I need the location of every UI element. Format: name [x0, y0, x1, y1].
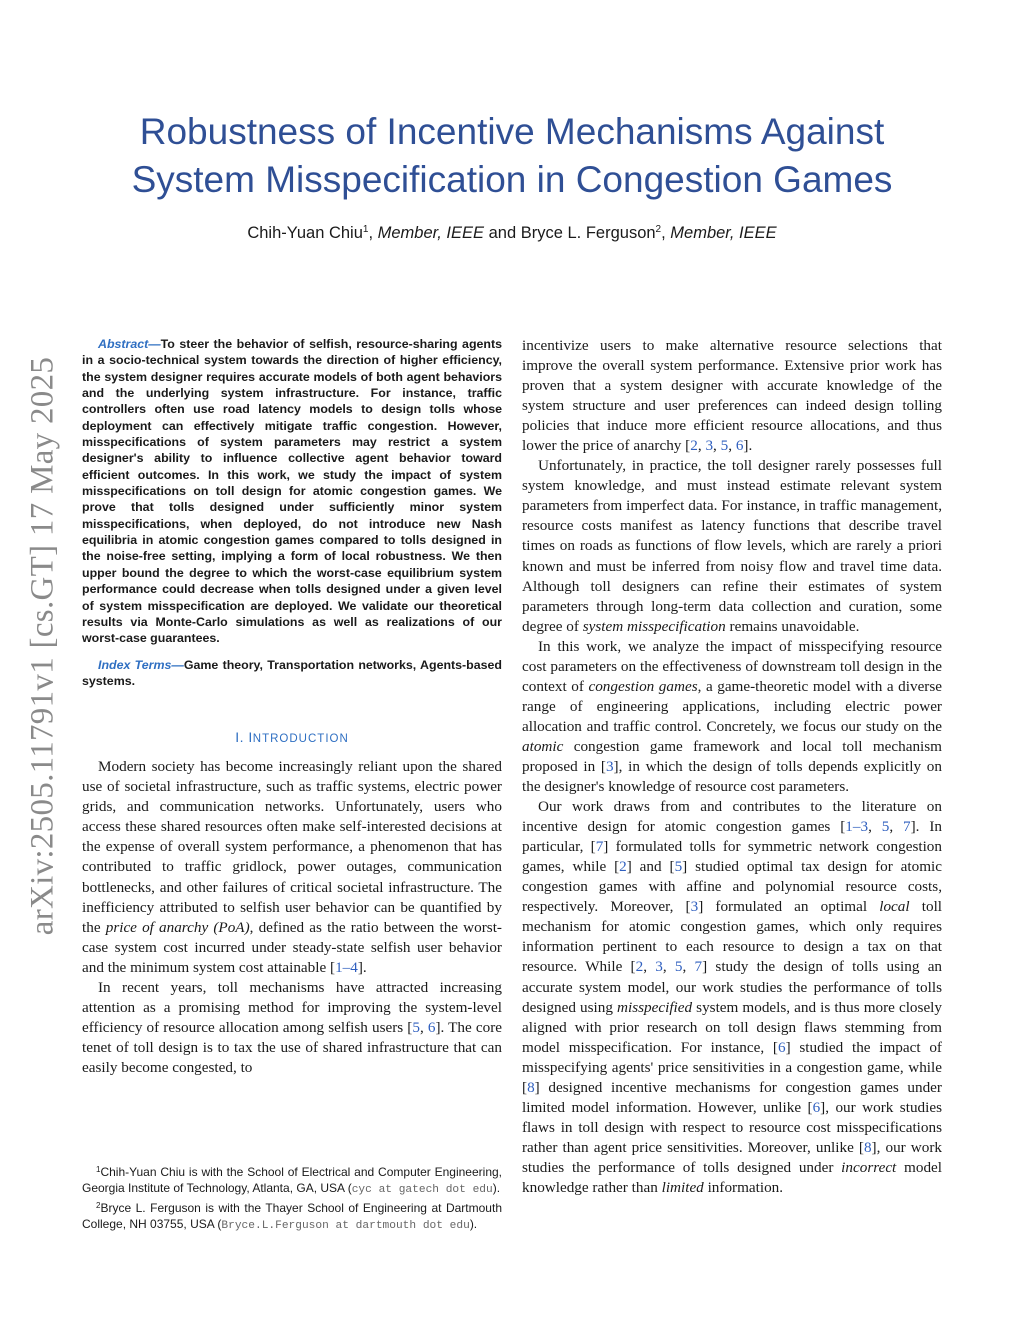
citation-link[interactable]: 3: [605, 757, 614, 775]
footnote-1-mark: 1: [96, 1165, 101, 1174]
text-run: model knowledge rather than: [522, 1158, 943, 1196]
citation-link[interactable]: 5: [720, 437, 729, 455]
text-run: incentivize users to make alternative resource selections that improve the overall system performance. Extensive prior work has proven that a system designer with accurate knowledge of the system structure and user preferences can indeed design tolling policies that induce more efficient resource allocations, and thus lower the price of anarchy [: [522, 337, 942, 455]
arxiv-identifier: arXiv:2505.11791v1 [cs.GT] 17 May 2025: [24, 356, 61, 936]
text-run: ] studied optimal tax design for atomic congestion games with affine and polynomial resource costs, respectively. Moreover, [: [522, 858, 942, 916]
citation-link[interactable]: 8: [863, 1138, 872, 1156]
section-heading-introduction: [82, 729, 502, 745]
footnote-text: ).: [469, 1216, 478, 1231]
text-run: ], our work studies flaws in toll design with respect to resource cost misspecifications rather than agent price sensitivities. Moreover, unlike [: [522, 1098, 942, 1156]
text-run: ] study the design of tolls using an accurate system model, our work studies the performance of tolls designed using: [522, 958, 943, 1016]
text-run: , defined as the ratio between the worst-case system cost incurred under steady-state selfish user behavior and the minimum system cost attainable [: [82, 918, 502, 976]
footnote-2-email: Bryce.L.Ferguson at dartmouth dot edu: [221, 1219, 470, 1232]
text-run: Modern society has become increasingly reliant upon the shared use of societal infrastructure, such as traffic systems, electric power grids, and communication networks. Unfortunately, users who access these shared resources often make self-interested decisions at the expense of overall system performance, a phenomenon that has contributed to traffic gridlock, power outages, communication bottlenecks, and other failures of critical societal infrastructure. The inefficiency attributed to selfish user behavior can be quantified by the: [82, 758, 502, 936]
citation-link[interactable]: 1–3: [845, 818, 869, 836]
text-run: Our work draws from and contributes to the literature on incentive design for atomic congestion games [: [522, 798, 942, 836]
text-run: ], in which the design of tolls depends explicitly on the designer's knowledge of resource cost parameters.: [522, 757, 942, 796]
abstract-text: To steer the behavior of selfish, resource-sharing agents in a socio-technical system towards the direction of higher efficiency, the system designer requires accurate models of both agent behaviors and the underlying system infrastructure. For instance, traffic controllers often use road latency models to design tolls whose deployment can effectively mitigate traffic congestion. However, misspecifications of system parameters may restrict a system designer's ability to influence collective agent behavior toward efficient outcomes. In this work, we study the impact of system misspecifications on toll design for atomic congestion games. We prove that tolls designed under sufficiently minor system misspecifications, when deployed, do not introduce new Nash equilibria in atomic congestion games compared to tolls designed in the noise-free setting, implying a form of local robustness. We then upper bound the degree to which the worst-case equilibrium system performance could decrease when tolls designed under a given level of system misspecification are deployed. We validate our theoretical results via Monte-Carlo simulations as well as realizations of our worst-case guarantees.: [82, 337, 502, 646]
citation-link[interactable]: 5: [674, 858, 683, 876]
footnote-text: Bryce L. Ferguson is with the Thayer School of Engineering at Dartmouth College, NH 03755, USA (: [82, 1201, 502, 1231]
text-run: information.: [707, 1178, 784, 1196]
title-line-1: Robustness of Incentive Mechanisms Against: [139, 111, 885, 152]
footnotes: [82, 1162, 502, 1234]
author-2-name: Bryce L. Ferguson: [520, 224, 656, 242]
italic-term: limited: [661, 1178, 704, 1196]
intro-paragraph-continued: incentivize users to make alternative resource selections that improve the overall system performance. Extensive prior work has proven that a system designer with accurate knowledge of the system structure and user preferences can indeed design tolling policies that induce more efficient resource allocations, and thus lower the price of anarchy [2, 3, 5, 6].: [522, 337, 942, 455]
citation-link[interactable]: 3: [655, 958, 663, 976]
text-run: ].: [357, 958, 367, 976]
citation-link[interactable]: 5: [674, 958, 683, 976]
text-run: congestion game framework and local toll mechanism proposed in [: [522, 737, 942, 775]
citation-link[interactable]: 7: [595, 838, 604, 856]
section-number: I.: [235, 729, 245, 746]
text-run: ].: [743, 437, 753, 455]
intro-paragraph-4: [522, 637, 942, 797]
citation-link[interactable]: 1–4: [335, 958, 358, 976]
text-run: ] formulated an optimal: [698, 898, 868, 916]
arxiv-sidebar: [14, 346, 72, 946]
text-run: system models, and is thus more closely aligned with prior research on toll design flaws stemming from model misspecification. For instance, [: [522, 998, 942, 1056]
author-1-name: Chih-Yuan Chiu: [247, 224, 363, 242]
footnote-1: [82, 1162, 502, 1198]
intro-paragraph-2: [82, 978, 502, 1078]
italic-term: congestion games: [588, 677, 698, 695]
citation-link[interactable]: 2: [690, 437, 698, 455]
intro-paragraph-5: Our work draws from and contributes to the literature on incentive design for atomic congestion games [1–3, 5, 7]. In particular, [7] formulated tolls for symmetric network congestion games, while [2] and [5] studied optimal tax design for atomic congestion games with affine and polynomial resource costs, respectively. Moreover, [3] formulated an optimal local toll mechanism for atomic congestion games, which only requires information pertinent to each resource to design a tax on that resource. While [2, 3, 5, 7] study the design of tolls using an accurate system model, our work studies the performance of tolls designed using misspecified system models, and is thus more closely aligned with prior research on toll design flaws stemming from model misspecification. For instance, [6] studied the impact of misspecifying agents' price sensitivities in a congestion game, while [8] designed incentive mechanisms for congestion games under limited model information. However, unlike [6], our work studies flaws in toll design with respect to resource cost misspecifications rather than agent price sensitivities. Moreover, unlike [8], our work studies the performance of tolls designed under incorrect model knowledge rather than limited information.: [522, 798, 943, 1196]
italic-term: system misspecification: [582, 617, 726, 635]
footnote-2-mark: 2: [96, 1201, 101, 1210]
text-run: ] formulated tolls for symmetric network congestion games, while [: [522, 838, 942, 876]
text-run: ]. In particular, [: [522, 818, 943, 856]
text-run: ]. The core tenet of toll design is to tax the use of shared infrastructure that can easily become congested, to: [82, 1018, 502, 1076]
intro-paragraph-3: [522, 456, 942, 636]
citation-link[interactable]: 6: [812, 1098, 821, 1116]
author-1-role: Member, IEEE: [377, 224, 485, 242]
footnote-2: [82, 1198, 502, 1234]
section-title-rest: NTRODUCTION: [252, 733, 349, 746]
footnote-1-email: cyc at gatech dot edu: [351, 1183, 493, 1196]
footnote-text: ).: [492, 1180, 501, 1195]
section-initial: I: [248, 729, 253, 746]
text-run: remains unavoidable.: [729, 617, 860, 635]
citation-link[interactable]: 6: [427, 1018, 436, 1036]
right-column: [522, 336, 942, 1198]
citation-link[interactable]: 7: [694, 958, 703, 976]
citation-link[interactable]: 3: [705, 437, 714, 455]
italic-term: misspecified: [617, 998, 693, 1016]
italic-term: local: [879, 898, 910, 916]
abstract: [82, 336, 502, 647]
text-run: In recent years, toll mechanisms have attracted increasing attention as a promising method for improving the system-level efficiency of resource allocation among selfish users [: [82, 978, 502, 1036]
citation-link[interactable]: 7: [903, 818, 911, 836]
text-run: ], our work studies the performance of tolls designed under: [522, 1138, 943, 1176]
paper-title: [0, 108, 1024, 204]
citation-link[interactable]: 2: [635, 958, 644, 976]
text-run: ] and [: [626, 858, 675, 876]
title-line-2: System Misspecification in Congestion Games: [131, 159, 893, 200]
author-connector: and: [488, 224, 517, 242]
citation-link[interactable]: 6: [777, 1038, 786, 1056]
index-terms: [82, 657, 502, 690]
italic-term: incorrect: [841, 1158, 897, 1176]
footnote-text: Chih-Yuan Chiu is with the School of Electrical and Computer Engineering, Georgia Institute of Technology, Atlanta, GA, USA (: [82, 1165, 502, 1195]
author-1-mark: 1: [362, 224, 369, 235]
left-column: [82, 336, 502, 1078]
citation-link[interactable]: 5: [881, 818, 890, 836]
abstract-label: Abstract—: [98, 337, 161, 351]
text-run: ] designed incentive mechanisms for congestion games under limited model information. However, unlike [: [522, 1078, 942, 1116]
index-terms-text: Game theory, Transportation networks, Agents-based systems.: [82, 657, 502, 688]
author-line: Chih-Yuan Chiu$^1$, Member, IEEE and Bryce L. Ferguson$^2$, Member, IEEE: [247, 224, 777, 242]
text-run: , a game-theoretic model with a diverse range of engineering applications, including electric power allocation and traffic control. Concretely, we focus our study on the: [522, 677, 943, 735]
index-terms-label: Index Terms—: [98, 657, 184, 672]
citation-link[interactable]: 2: [619, 858, 627, 876]
text-run: ] studied the impact of misspecifying agents' price sensitivities in a congestion game, while [: [522, 1038, 942, 1096]
author-2-mark: 2: [655, 224, 662, 235]
author-2-role: Member, IEEE: [670, 224, 777, 242]
citation-link[interactable]: 8: [527, 1078, 535, 1096]
italic-term: price of anarchy (PoA): [105, 918, 250, 936]
text-run: ,: [419, 1018, 428, 1036]
intro-paragraph-1: [82, 757, 502, 978]
citation-link[interactable]: 6: [735, 437, 744, 455]
text-run: In this work, we analyze the impact of misspecifying resource cost parameters on the effectiveness of downstream toll design in the context of: [522, 637, 942, 695]
citation-link[interactable]: 5: [412, 1018, 420, 1036]
citation-link[interactable]: 3: [690, 898, 699, 916]
italic-term: atomic: [522, 737, 564, 755]
text-run: Unfortunately, in practice, the toll designer rarely possesses full system knowledge, and must instead estimate relevant system parameters from imperfect data. For instance, in traffic management, resource costs manifest as latency functions that describe travel times on roads as functions of flow levels, which are rarely a priori known and must be inferred from noisy flow and travel time data. Although toll designers can refine their estimates of system parameters through long-term data collection and curation, some degree of: [522, 457, 942, 635]
text-run: toll mechanism for atomic congestion games, which only requires information pertinent to each resource to design a tax on that resource. While [: [522, 898, 943, 976]
